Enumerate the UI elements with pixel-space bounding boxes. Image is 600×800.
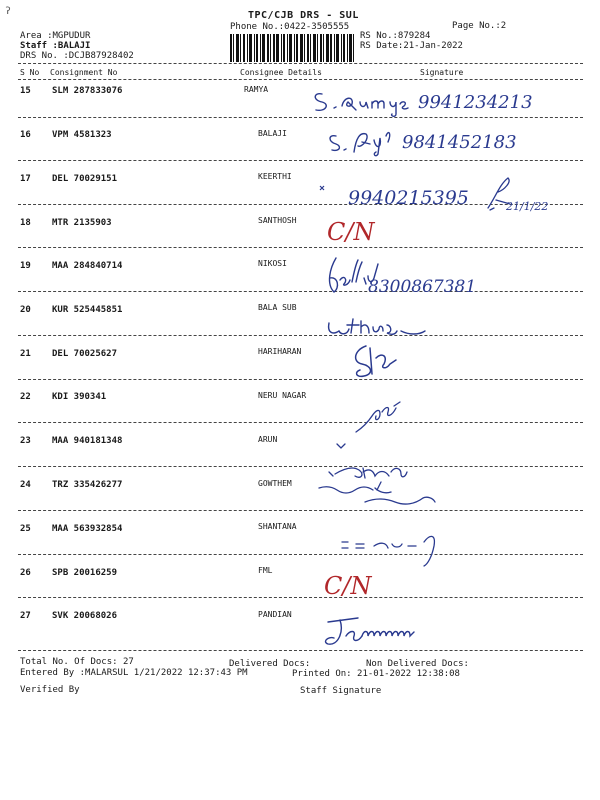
entered-by: Entered By :MALARSUL 1/21/2022 12:37:43 PM xyxy=(20,668,248,678)
column-header-consignment: Consignment No xyxy=(50,68,118,77)
row-consignment: DEL 70025627 xyxy=(52,349,118,359)
row-divider xyxy=(18,422,583,423)
rs-date: RS Date:21-Jan-2022 xyxy=(360,41,463,51)
signature-row-17 xyxy=(312,170,562,214)
svg-text:9841452183: 9841452183 xyxy=(402,132,517,153)
row-consignee: BALA SUB xyxy=(258,303,297,312)
column-header-sno: S No xyxy=(20,68,40,77)
verified-by: Verified By xyxy=(20,685,80,695)
row-divider xyxy=(18,160,583,161)
row-consignee: KEERTHI xyxy=(258,172,292,181)
row-sno: 26 xyxy=(20,568,31,578)
row-consignee: NIKOSI xyxy=(258,259,287,268)
svg-text:8300867381: 8300867381 xyxy=(368,277,477,297)
row-divider xyxy=(18,247,583,248)
staff-label: Staff :BALAJI xyxy=(20,41,91,51)
row-sno: 17 xyxy=(20,174,31,184)
area-label: Area :MGPUDUR xyxy=(20,31,91,41)
svg-text:21/1/22: 21/1/22 xyxy=(506,200,549,213)
row-consignee: ARUN xyxy=(258,435,278,444)
barcode xyxy=(230,34,354,62)
signature-row-22 xyxy=(350,398,410,438)
corner-mark: ʔ xyxy=(5,6,12,17)
row-divider xyxy=(18,335,583,336)
row-consignment: MAA 563932854 xyxy=(52,524,123,534)
row-consignment: SLM 287833076 xyxy=(52,86,123,96)
svg-text:9940215395: 9940215395 xyxy=(348,187,469,209)
row-consignment: KDI 390341 xyxy=(52,392,107,402)
column-header-consignee: Consignee Details xyxy=(240,68,322,77)
row-consignee: FML xyxy=(258,566,273,575)
row-consignment: TRZ 335426277 xyxy=(52,480,123,490)
row-sno: 20 xyxy=(20,305,31,315)
row-consignee: SHANTANA xyxy=(258,522,297,531)
svg-text:C/N: C/N xyxy=(327,218,375,246)
rs-number: RS No.:879284 xyxy=(360,31,431,41)
signature-row-21 xyxy=(346,340,416,380)
signature-row-26 xyxy=(322,566,392,602)
row-sno: 27 xyxy=(20,611,31,621)
row-consignment: SVK 20068026 xyxy=(52,611,118,621)
row-divider xyxy=(18,597,583,598)
row-consignment: VPM 4581323 xyxy=(52,130,112,140)
svg-text:9941234213: 9941234213 xyxy=(418,92,533,113)
signature-row-18 xyxy=(325,212,395,248)
non-delivered-docs: Non Delivered Docs: xyxy=(366,659,469,669)
row-consignee: NERU NAGAR xyxy=(258,391,307,400)
signature-row-15 xyxy=(300,86,540,120)
signature-row-19 xyxy=(320,254,520,298)
sheet-title: TPC/CJB DRS - SUL xyxy=(248,10,359,21)
svg-text:C/N: C/N xyxy=(324,572,372,600)
row-consignee: HARIHARAN xyxy=(258,347,302,356)
staff-signature: Staff Signature xyxy=(300,686,382,696)
row-divider xyxy=(18,554,583,555)
printed-on: Printed On: 21-01-2022 12:38:08 xyxy=(292,669,460,679)
row-divider xyxy=(18,510,583,511)
row-sno: 24 xyxy=(20,480,31,490)
drs-number: DRS No. :DCJB87928402 xyxy=(20,51,134,61)
total-docs: Total No. Of Docs: 27 xyxy=(20,657,134,667)
row-consignee: RAMYA xyxy=(244,85,269,94)
page-number: Page No.:2 xyxy=(452,21,507,31)
row-consignee: SANTHOSH xyxy=(258,216,297,225)
row-sno: 15 xyxy=(20,86,31,96)
row-sno: 19 xyxy=(20,261,31,271)
row-consignee: PANDIAN xyxy=(258,610,292,619)
row-consignment: KUR 525445851 xyxy=(52,305,123,315)
row-consignment: MAA 284840714 xyxy=(52,261,123,271)
row-sno: 16 xyxy=(20,130,31,140)
row-sno: 25 xyxy=(20,524,31,534)
signature-row-27 xyxy=(322,612,452,652)
row-consignment: SPB 20016259 xyxy=(52,568,118,578)
row-divider xyxy=(18,379,583,380)
row-consignee: GOWTHEM xyxy=(258,479,292,488)
signature-row-16 xyxy=(322,124,542,158)
row-consignment: DEL 70029151 xyxy=(52,174,118,184)
row-sno: 21 xyxy=(20,349,31,359)
column-header-rule xyxy=(18,79,583,80)
row-sno: 23 xyxy=(20,436,31,446)
row-divider xyxy=(18,466,583,467)
column-header-signature: Signature xyxy=(420,68,464,77)
row-sno: 18 xyxy=(20,218,31,228)
table-end-rule xyxy=(18,650,583,651)
row-consignment: MTR 2135903 xyxy=(52,218,112,228)
row-consignee: BALAJI xyxy=(258,129,287,138)
signature-row-25 xyxy=(338,528,448,568)
header-rule xyxy=(18,63,583,64)
row-sno: 22 xyxy=(20,392,31,402)
phone-number: Phone No.:0422-3505555 xyxy=(230,22,350,32)
delivered-docs: Delivered Docs: xyxy=(229,659,311,669)
signature-row-20 xyxy=(325,313,445,339)
row-consignment: MAA 940181348 xyxy=(52,436,123,446)
signature-row-23-24 xyxy=(305,442,475,512)
